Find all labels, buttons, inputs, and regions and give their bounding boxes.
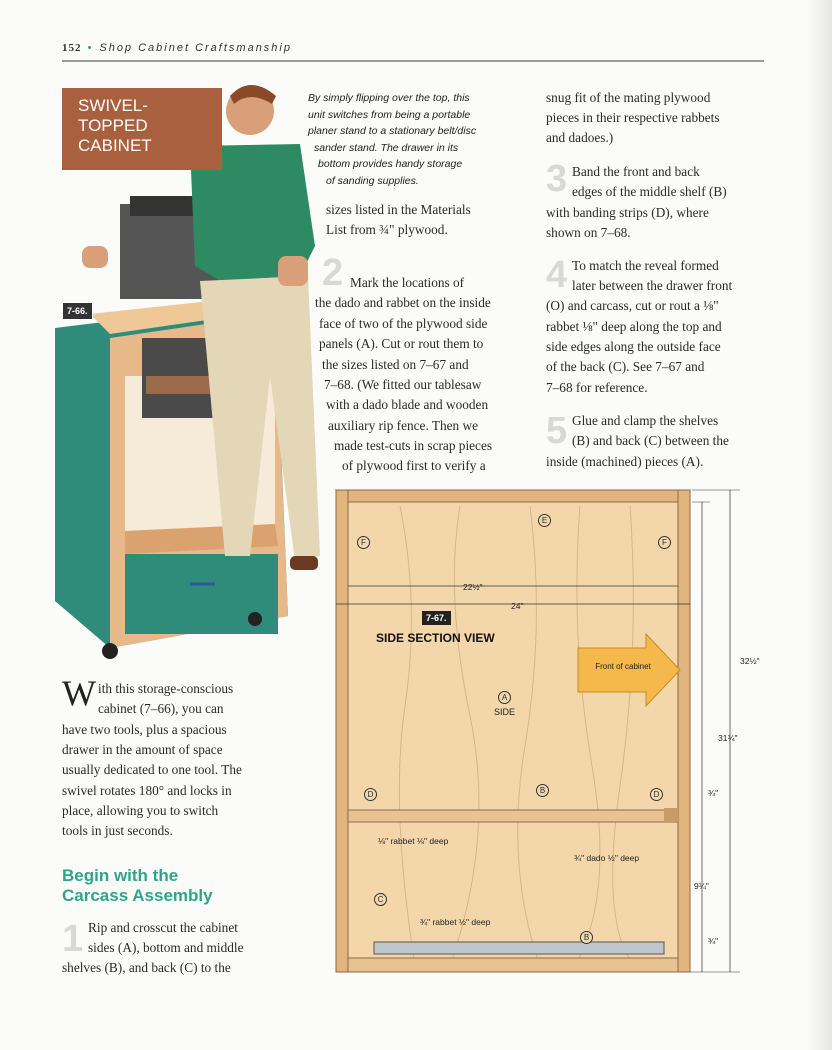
body-line: shown on 7–68. [546,225,631,240]
body-line: with banding strips (D), where [546,205,709,220]
rabbet-top-label: ⅛" rabbet ⅛" deep [378,836,449,846]
body-line: Glue and clamp the shelves [572,413,719,428]
sidebar-tag [78,96,188,156]
step-number: 5 [546,410,568,452]
part-d-marker-right: D [650,788,663,801]
subhead-line1: Begin with the [62,866,179,885]
dim-bottom: ¾" [708,936,719,946]
part-a-marker: A [498,691,511,704]
section-subhead [62,866,292,906]
step-number: 1 [62,918,84,960]
front-arrow-label: Front of cabinet [595,662,651,671]
book-title: Shop Cabinet Craftsmanship [99,42,292,54]
body-line: tools in just seconds. [62,823,173,838]
body-line: snug fit of the mating plywood [546,90,711,105]
body-line: of plywood first to verify a [342,458,486,473]
caption-line: By simply flipping over the top, this [308,92,470,104]
dim-outer-width: 24" [511,601,524,611]
body-line: place, allowing you to switch [62,803,219,818]
caption-line: sander stand. The drawer in its [314,141,459,154]
body-line: shelves (B), and back (C) to the [62,960,231,975]
dim-inner-height: 31¾" [718,733,738,743]
body-line: the dado and rabbet on the inside [315,295,491,310]
body-line: swivel rotates 180° and locks in [62,783,232,798]
body-line: List from ¾" plywood. [326,222,448,237]
side-label: SIDE [494,707,516,717]
part-b-marker-upper: B [536,784,549,797]
dim-total-height: 32½" [740,656,760,666]
photo-caption [306,90,506,189]
side-section-drawing [330,486,780,986]
dim-inner-width: 22½" [463,582,483,592]
body-line: and dadoes.) [546,130,614,145]
body-line: drawer in the amount of space [62,742,223,757]
rabbet-bottom-label: ¾" rabbet ½" deep [420,917,491,927]
part-f-marker-left: F [357,536,370,549]
step-number: 3 [546,158,568,200]
figure-number: 7-67. [422,611,451,625]
body-line: (B) and back (C) between the [572,433,729,448]
body-line: To match the reveal formed [572,258,719,273]
body-line: sizes listed in the Materials [326,202,471,217]
part-f-marker-right: F [658,536,671,549]
caption-line: unit switches from being a portable [308,108,471,121]
part-d-marker-left: D [364,788,377,801]
sidebar-tag-line1: SWIVEL- [78,96,148,115]
body-line: usually dedicated to one tool. The [62,762,242,777]
drop-cap: W [62,673,96,713]
body-line: sides (A), bottom and middle [88,940,244,955]
figure-title: SIDE SECTION VIEW [376,631,495,645]
body-line: have two tools, plus a spacious [62,722,227,737]
dado-label: ¾" dado ½" deep [574,853,640,863]
step-number: 4 [546,254,568,296]
header-rule [62,60,764,62]
body-line: made test-cuts in scrap pieces [334,438,493,453]
body-line: auxiliary rip fence. Then we [328,418,479,433]
body-line: later between the drawer front [572,278,733,293]
body-line: panels (A). Cut or rout them to [319,336,484,351]
body-line: side edges along the outside face [546,339,721,354]
body-line: face of two of the plywood side [319,316,488,331]
body-line: (O) and carcass, cut or rout a ⅛" [546,298,719,313]
running-header [62,42,292,54]
dim-lower: 9¼" [694,881,709,891]
part-e-marker: E [538,514,551,527]
caption-line: planer stand to a stationary belt/disc [308,125,477,137]
part-b-marker-lower: B [580,931,593,944]
body-line: Band the front and back [572,164,700,179]
photo-figure-tag: 7-66. [62,302,93,320]
body-line: of the back (C). See 7–67 and [546,359,705,374]
body-line: 7–68 for reference. [546,380,648,395]
body-line: pieces in their respective rabbets [546,110,720,125]
page-number: 152 [62,42,82,54]
body-line: with a dado blade and wooden [326,397,489,412]
body-line: Rip and crosscut the cabinet [88,920,238,935]
sidebar-tag-line3: CABINET [78,136,152,155]
body-line: ith this storage-conscious [98,681,234,696]
body-line: Mark the locations of [350,275,465,290]
dim-band: ¾" [708,788,719,798]
sidebar-tag-line2: TOPPED [78,116,148,135]
header-separator: • [87,42,94,54]
body-line: 7–68. (We fitted our tablesaw [324,377,482,392]
body-line: cabinet (7–66), you can [98,701,224,716]
caption-line: bottom provides handy storage [318,158,463,170]
body-line: inside (machined) pieces (A). [546,454,704,469]
body-line: the sizes listed on 7–67 and [322,357,469,372]
body-line: edges of the middle shelf (B) [572,184,727,199]
page-edge-shadow [808,0,832,1050]
subhead-line2: Carcass Assembly [62,886,213,905]
part-c-marker: C [374,893,387,906]
step-number: 2 [322,252,344,294]
caption-line: of sanding supplies. [326,174,419,187]
body-line: rabbet ⅛" deep along the top and [546,319,722,334]
